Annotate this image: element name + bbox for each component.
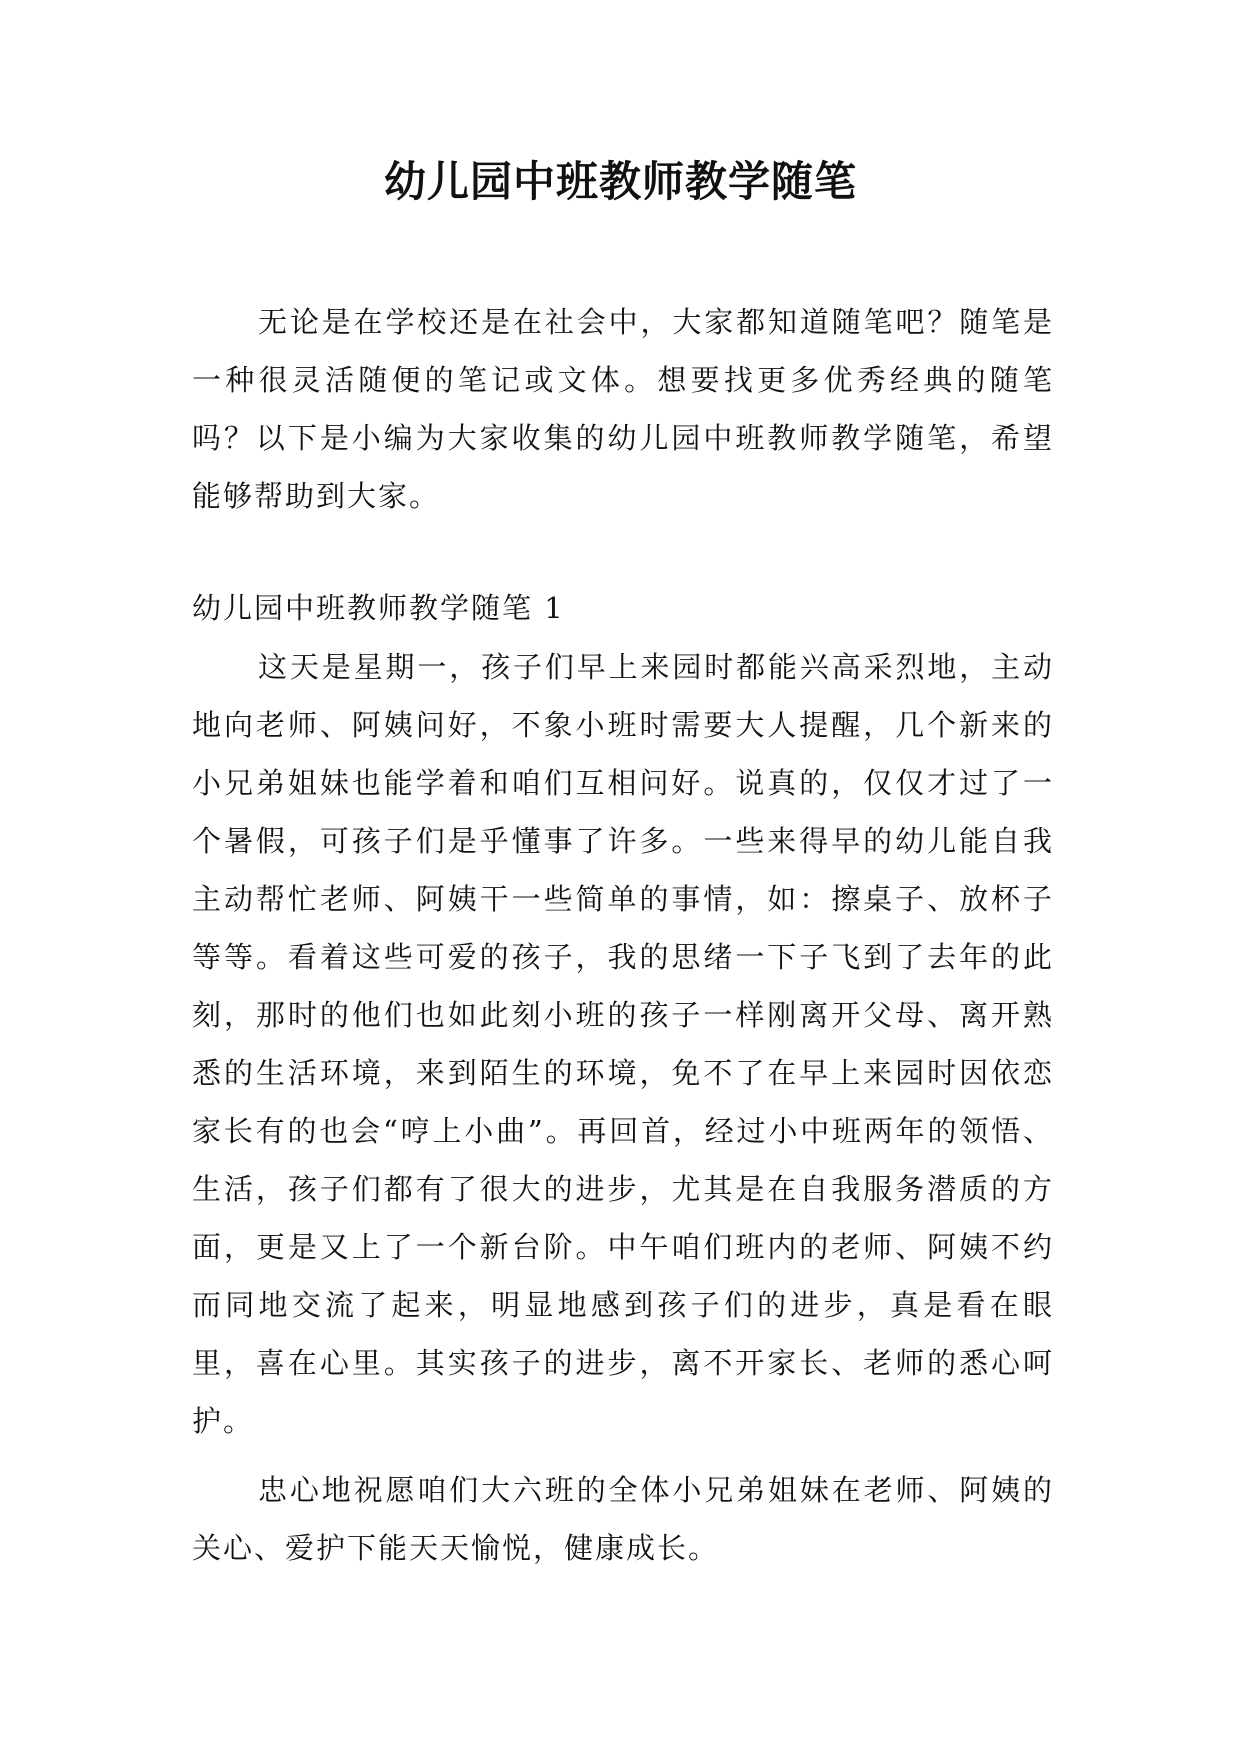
- section-heading: 幼儿园中班教师教学随笔 1: [192, 591, 565, 625]
- body-paragraph-2: 忠心地祝愿咱们大六班的全体小兄弟姐妹在老师、阿姨的关心、爱护下能天天愉悦，健康成长。: [192, 1473, 1054, 1565]
- body-paragraph-1: 这天是星期一，孩子们早上来园时都能兴高采烈地，主动地向老师、阿姨问好，不象小班时需要大人提醒，几个新来的小兄弟姐妹也能学着和咱们互相问好。说真的，仅仅才过了一个暑假，可孩子们是乎懂事了许多。一些来得早的幼儿能自我主动帮忙老师、阿姨干一些简单的事情，如：擦桌子、放杯子等等。看着这些可爱的孩子，我的思绪一下子飞到了去年的此刻，那时的他们也如此刻小班的孩子一样刚离开父母、离开熟悉的生活环境，来到陌生的环境，免不了在早上来园时因依恋家长有的也会“哼上小曲”。再回首，经过小中班两年的领悟、生活，孩子们都有了很大的进步，尤其是在自我服务潜质的方面，更是又上了一个新台阶。中午咱们班内的老师、阿姨不约而同地交流了起来，明显地感到孩子们的进步，真是看在眼里，喜在心里。其实孩子的进步，离不开家长、老师的悉心呵护。: [192, 650, 1054, 1438]
- intro-paragraph: 无论是在学校还是在社会中，大家都知道随笔吧？随笔是一种很灵活随便的笔记或文体。想要找更多优秀经典的随笔吗？以下是小编为大家收集的幼儿园中班教师教学随笔，希望能够帮助到大家。: [192, 305, 1054, 513]
- document-title: 幼儿园中班教师教学随笔: [383, 157, 857, 206]
